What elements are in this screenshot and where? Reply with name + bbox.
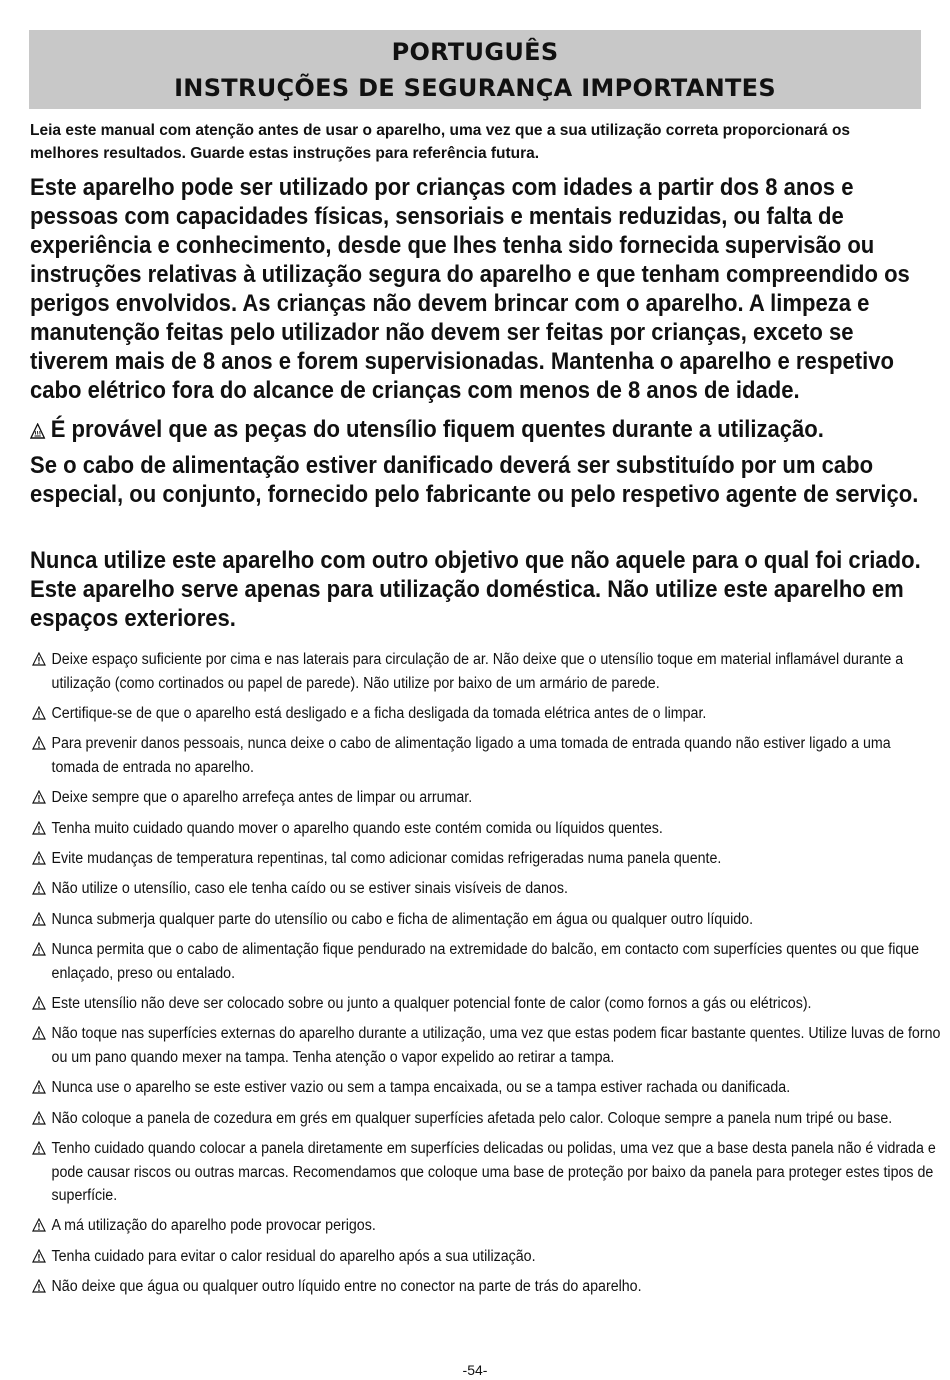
damaged-cord-paragraph: Se o cabo de alimentação estiver danificado deverá ser substituído por um cabo especial, ou conjunto, fornecido pelo fabricante ou pelo respetivo agente de serviço.: [30, 452, 919, 508]
warning-text: Tenha cuidado para evitar o calor residual do aparelho após a sua utilização.: [51, 1247, 536, 1265]
warning-text: Nunca submerja qualquer parte do utensílio ou cabo e ficha de alimentação em água ou qualquer outro líquido.: [51, 910, 754, 928]
warning-item: [32, 786, 942, 810]
warning-item: [32, 648, 942, 695]
warning-item: [32, 1245, 942, 1269]
warning-triangle-icon: [32, 706, 46, 720]
warning-text: Tenho cuidado quando colocar a panela diretamente em superfícies delicadas ou polidas, uma vez que a base desta panela não é vidrada e pode causar riscos ou outras marcas. Recomendamos que coloque uma base de proteção por baixo da panela para proteger estes tipos de superfície.: [51, 1140, 936, 1205]
intro-paragraph: Leia este manual com atenção antes de usar o aparelho, uma vez que a sua utilização correta proporcionará os melhores resultados. Guarde estas instruções para referência futura.: [30, 122, 851, 162]
hot-surface-text: É provável que as peças do utensílio fiquem quentes durante a utilização.: [50, 416, 824, 443]
warning-text: Certifique-se de que o aparelho está desligado e a ficha desligada da tomada elétrica antes de o limpar.: [51, 704, 707, 722]
language-heading: PORTUGUÊS: [391, 37, 559, 66]
warning-item: [32, 877, 942, 901]
warning-triangle-icon: [32, 736, 46, 750]
warning-item: [32, 992, 942, 1016]
warning-item: [32, 1107, 942, 1131]
warning-text: Deixe espaço suficiente por cima e nas laterais para circulação de ar. Não deixe que o utensílio toque em material inflamável durante a utilização (como cortinados ou papel de parede). Não utilize por baixo de um armário de parede.: [51, 651, 904, 692]
warning-triangle-icon: [32, 1111, 46, 1125]
page-title: INSTRUÇÕES DE SEGURANÇA IMPORTANTES: [174, 73, 776, 102]
warning-triangle-icon: [32, 1080, 46, 1094]
intended-use-paragraph: Nunca utilize este aparelho com outro objetivo que não aquele para o qual foi criado. Este aparelho serve apenas para utilização doméstica. Não utilize este aparelho em espaços exteriores.: [30, 547, 921, 632]
warning-triangle-icon: [32, 942, 46, 956]
warning-text: Evite mudanças de temperatura repentinas, tal como adicionar comidas refrigeradas numa panela quente.: [51, 849, 722, 867]
warning-text: Este utensílio não deve ser colocado sobre ou junto a qualquer potencial fonte de calor (como fornos a gás ou elétricos).: [51, 995, 812, 1013]
warning-text: Nunca use o aparelho se este estiver vazio ou sem a tampa encaixada, ou se a tampa estiver rachada ou danificada.: [51, 1079, 791, 1097]
warning-triangle-icon: [32, 881, 46, 895]
warning-item: [32, 702, 942, 726]
hot-surface-paragraph: [30, 415, 922, 444]
hot-surface-warning-icon: [30, 423, 45, 439]
warning-triangle-icon: [32, 652, 46, 666]
warning-list: [32, 648, 941, 1306]
warning-triangle-icon: [32, 1141, 46, 1155]
warning-triangle-icon: [32, 996, 46, 1010]
warning-triangle-icon: [32, 912, 46, 926]
warning-item: [32, 847, 942, 871]
warning-text: Deixe sempre que o aparelho arrefeça antes de limpar ou arrumar.: [51, 789, 473, 807]
warning-item: [32, 1137, 942, 1208]
warning-item: [32, 1076, 942, 1100]
warning-text: Não utilize o utensílio, caso ele tenha caído ou se estiver sinais visíveis de danos.: [51, 880, 568, 898]
warning-triangle-icon: [32, 1026, 46, 1040]
warning-triangle-icon: [32, 790, 46, 804]
warning-item: [32, 817, 942, 841]
warning-text: Tenha muito cuidado quando mover o aparelho quando este contém comida ou líquidos quentes.: [51, 819, 663, 837]
warning-text: Não coloque a panela de cozedura em grés em qualquer superfícies afetada pelo calor. Coloque sempre a panela num tripé ou base.: [51, 1109, 893, 1127]
warning-triangle-icon: [32, 1279, 46, 1293]
warning-text: Nunca permita que o cabo de alimentação fique pendurado na extremidade do balcão, em contacto com superfícies quentes ou que fique enlaçado, preso ou entalado.: [51, 941, 920, 982]
warning-triangle-icon: [32, 851, 46, 865]
warning-text: Não deixe que água ou qualquer outro líquido entre no conector na parte de trás do aparelho.: [51, 1278, 642, 1296]
warning-item: [32, 938, 942, 985]
warning-triangle-icon: [32, 821, 46, 835]
warning-text: Não toque nas superfícies externas do aparelho durante a utilização, uma vez que estas podem ficar bastante quentes. Utilize luvas de forno ou um pano quando mexer na tampa. Tenha atenção o vapor expelido ao retirar a tampa.: [51, 1025, 941, 1066]
page-number: -54-: [462, 1362, 488, 1378]
warning-triangle-icon: [32, 1249, 46, 1263]
warning-item: [32, 1275, 942, 1299]
warning-item: [32, 908, 942, 932]
warning-item: [32, 1214, 942, 1238]
warning-text: A má utilização do aparelho pode provocar perigos.: [51, 1217, 376, 1235]
warning-item: [32, 732, 942, 779]
warning-text: Para prevenir danos pessoais, nunca deixe o cabo de alimentação ligado a uma tomada de entrada quando não estiver ligado a uma tomada de entrada no aparelho.: [51, 735, 891, 776]
warning-triangle-icon: [32, 1218, 46, 1232]
children-safety-paragraph: Este aparelho pode ser utilizado por crianças com idades a partir dos 8 anos e pessoas com capacidades físicas, sensoriais e mentais reduzidas, ou falta de experiência e conhecimento, desde que lhes tenha sido fornecida supervisão ou instruções relativas à utilização segura do aparelho e que tenham compreendido os perigos envolvidos. As crianças não devem brincar com o aparelho. A limpeza e manutenção feitas pelo utilizador não devem ser feitas por crianças, exceto se tiverem mais de 8 anos e forem supervisionadas. Mantenha o aparelho e respetivo cabo elétrico fora do alcance de crianças com menos de 8 anos de idade.: [30, 174, 910, 404]
page-header: [29, 30, 921, 109]
warning-item: [32, 1022, 942, 1069]
